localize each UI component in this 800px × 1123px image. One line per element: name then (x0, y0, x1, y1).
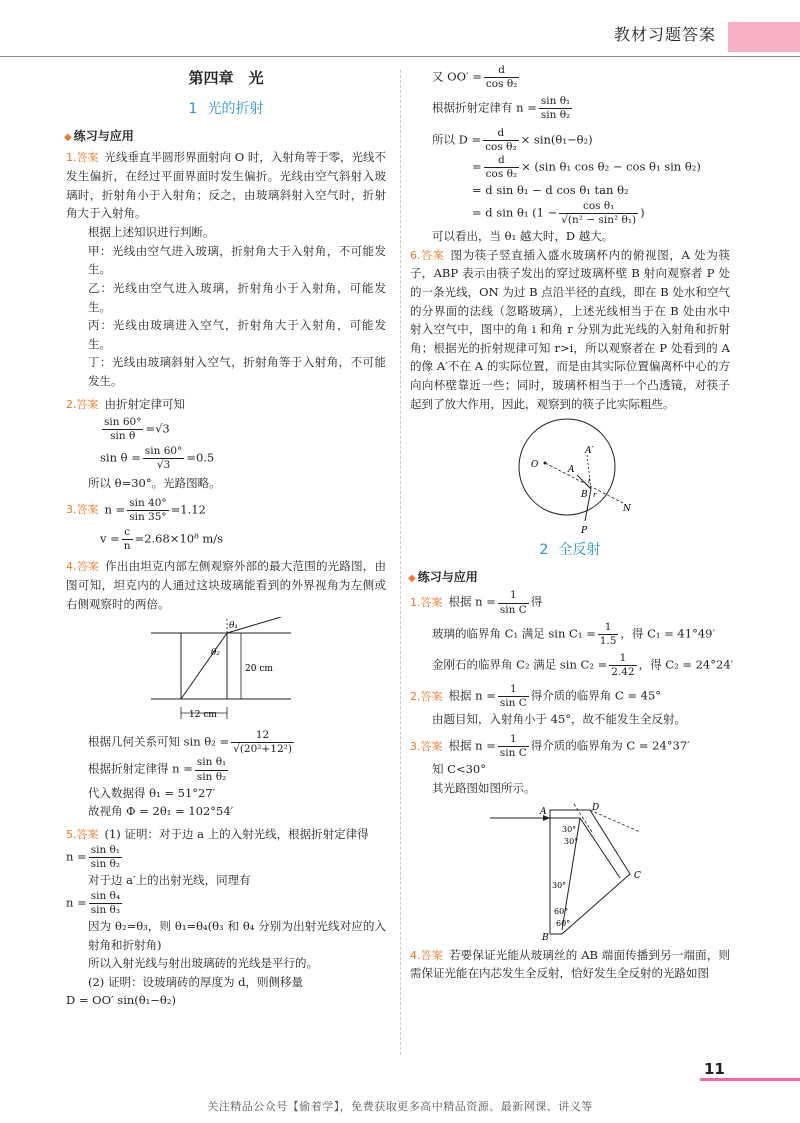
section-title-2 (410, 539, 730, 562)
section-number: 1 (188, 101, 198, 118)
angle-label: 30° (552, 880, 567, 890)
page-number-accent (700, 1078, 800, 1081)
answer-label: 3.答案 (410, 739, 443, 753)
section2-question-1: 1.答案 根据 n = $\frac{1}{\text{sin C}}$ 得 玻璃的临界角 C₁ 满足 sin C₁ = $\frac{1}{1.5}$ ，得 C₁ = 41°49′ 金刚石的临界角 C₂ 满足 sin C₂ = $\frac{1}{2.42}$ ，得 C₂ = 24°24′ (410, 589, 734, 679)
page-number: 11 (704, 1060, 725, 1078)
answer-label: 1.答案 (66, 151, 99, 165)
chapter-title: 第四章 光 (188, 69, 264, 87)
angle-label: 30° (564, 836, 579, 846)
answer-label: 4.答案 (66, 560, 100, 574)
vertex-D: D (592, 802, 600, 813)
answer-label: 4.答案 (410, 948, 444, 962)
section2-question-2: 2.答案 根据 n = $\frac{1}{\text{sin C}}$ 得介质的临界角 C = 45° 由题目知，入射角小于 45°，故不能发生全反射。 (410, 683, 687, 727)
angle-r: r (593, 491, 597, 500)
question-3: 3.答案 n = $\frac{\sin 40^\circ}{\sin 35^\circ}$ =1.12 v = $\frac{c}{n}$ =2.68×10⁸ m/s (66, 497, 386, 554)
point-A-prime: A′ (585, 446, 594, 457)
angle-i: i (588, 477, 591, 486)
chopstick-cup-diagram (495, 417, 645, 535)
footer-text: 关注精品公众号【偷着学】，免费获取更多高中精品资源、最新网课、讲义等 (207, 1100, 593, 1113)
point-O: O (531, 460, 539, 471)
answer-label: 1.答案 (410, 596, 443, 610)
vertex-A: A (540, 806, 547, 817)
theta1-label: θ₁ (229, 621, 239, 632)
diamond-icon: ◆ (408, 572, 416, 584)
answer-label: 3.答案 (66, 503, 99, 517)
column-divider (400, 70, 401, 1055)
point-N: N (623, 504, 631, 515)
point-B: B (581, 490, 588, 501)
theta2-label: θ₂ (211, 648, 221, 659)
question-4: 4.答案 作出由坦克内部左侧观察外部的最大范围的光路图，由图可知，坦克内的人通过这块玻璃能看到的外界视角为左侧或右侧观察时的两倍。 θ₁ θ₂ 20 cm 12 cm 根据几何关系可知 sin θ₂ = $\frac{12}{\text{√(20²+12²)}}$ 根据折射定律得 n = $\frac{\text{sin θ₁}}{\text{sin θ₂}}$ 代入数据得 θ₁ = 51°27′ 故视角 Φ = 2θ₁ = 102°54′ (66, 559, 387, 819)
section-name: 全反射 (558, 542, 601, 559)
point-P: P (581, 526, 588, 536)
question-2: 2.答案 由折射定律可知 $\frac{\sin 60^\circ}{\text{sin θ}}$ =√3 sin θ = $\frac{\sin 60^\circ}{√3}$ =0.5 所以 θ=30°。光路图略。 (66, 395, 386, 493)
height-label: 20 cm (245, 664, 273, 675)
section2-question-3: 3.答案 根据 n = $\frac{1}{\text{sin C}}$ 得介质的临界角为 C = 24°37′ 知 C<30° 其光路图如图所示。 A D C B 30° 30° 30° 60° 60° (410, 733, 690, 942)
header-accent-block (728, 22, 800, 52)
section-title-1 (66, 98, 386, 121)
question-1: 1.答案 光线垂直半圆形界面射向 O 时，入射角等于零，光线不发生偏折，在经过平面界面时发生偏折。光线由空气斜射入玻璃时，折射角小于入射角；反之，由玻璃斜射入空气时，折射角大于入射角。 根据上述知识进行判断。 甲：光线由空气进入玻璃，折射角大于入射角，不可能发生。 乙：光线由空气进入玻璃，折射角小于入射角，可能发生。 丙：光线由玻璃进入空气，折射角大于入射角，可能发生。 丁：光线由玻璃斜射入空气，折射角等于入射角，不可能发生。 (66, 150, 386, 389)
vertex-C: C (634, 870, 641, 881)
answer-label: 6.答案 (410, 248, 445, 262)
practice-heading: ◆ 练习与应用 (64, 128, 134, 143)
header-rule (0, 56, 800, 57)
angle-label: 60° (554, 906, 569, 916)
section2-question-4: 4.答案 若要保证光能从玻璃丝的 AB 端面传播到另一端面，则需保证光能在内芯发生全反射，恰好发生全反射的光路如图 (410, 947, 730, 981)
section-number: 2 (539, 542, 549, 559)
question-6: 6.答案 图为筷子竖直插入盛水玻璃杯内的俯视图，A 处为筷子，ABP 表示由筷子发出的穿过玻璃杯壁 B 射向观察者 P 处的一条光线，ON 为过 B 点沿半径的直线，即在 B 处水和空气的分界面的法线（忽略玻璃），上述光线相当于在 B 处由水中射入空气中，图中的角 i 和角 r 分别为此光线的入射角和折射角；根据光的折射规律可知 r>i，所以观察者在 P 处看到的 A 的像 A′不在 A 的实际位置，而是由其实际位置偏离杯中心的方向向杯壁靠近一些；同时，玻璃杯相当于一个凸透镜，对筷子起到了放大作用，因此，观察到的筷子比实际粗些。 O A A′ B N P i r (410, 247, 730, 536)
question-5: 5.答案 (1) 证明：对于边 a 上的入射光线，根据折射定律得 n = $\frac{\text{sin θ₁}}{\text{sin θ₂}}$ 对于边 a′上的出射光线，同理有 n = $\frac{\text{sin θ₄}}{\text{sin θ₃}}$ 因为 θ₂=θ₃，则 θ₁=θ₄(θ₃ 和 θ₄ 分别为出射光线对应的入射角和折射角) 所以入射光线与射出玻璃砖的光线是平行的。 (2) 证明：设玻璃砖的厚度为 d，则侧移量 D = OO′ sin(θ₁−θ₂) (66, 826, 386, 1008)
formula: sin θ = $\frac{\sin 60^\circ}{√3}$ =0.5 (100, 444, 215, 471)
section-name: 光的折射 (207, 101, 264, 118)
formula: v = $\frac{c}{n}$ =2.68×10⁸ m/s (100, 525, 224, 553)
width-label: 12 cm (189, 710, 217, 721)
answer-label: 2.答案 (410, 689, 443, 703)
right-column (408, 64, 734, 983)
answer-label: 5.答案 (66, 827, 99, 841)
practice-heading: ◆ 练习与应用 (408, 569, 478, 584)
vertex-B: B (542, 932, 549, 942)
answer-label: 2.答案 (66, 397, 99, 411)
prism-total-reflection-diagram (480, 802, 660, 942)
tank-window-diagram (141, 617, 311, 725)
formula: $\frac{\sin 60^\circ}{\text{sin θ}}$ =√3 (104, 415, 170, 442)
angle-label: 30° (562, 824, 577, 834)
angle-label: 60° (556, 918, 571, 928)
question-5-continued: 又 OO′ = $\frac{d}{\text{cos θ₂}}$ 根据折射定律有 n = $\frac{\text{sin θ₁}}{\text{sin θ₂}}$ 所以 D = $\frac{d}{\text{cos θ₂}}$ × sin(θ₁−θ₂) = $\frac{d}{\text{cos θ₂}}$ × (sin θ₁ cos θ₂ − cos θ₁ sin θ₂) = d sin θ₁ − d cos θ₁ tan θ₂ = d sin θ₁ (1 − $\frac{\text{cos θ₁}}{\text{√(n² − sin² θ₁)}}$ ) 可以看出，当 θ₁ 越大时，D 越大。 (432, 64, 701, 243)
diamond-icon: ◆ (64, 131, 72, 143)
left-column (66, 64, 386, 1010)
header-title: 教材习题答案 (613, 25, 716, 44)
point-A: A (568, 465, 575, 476)
